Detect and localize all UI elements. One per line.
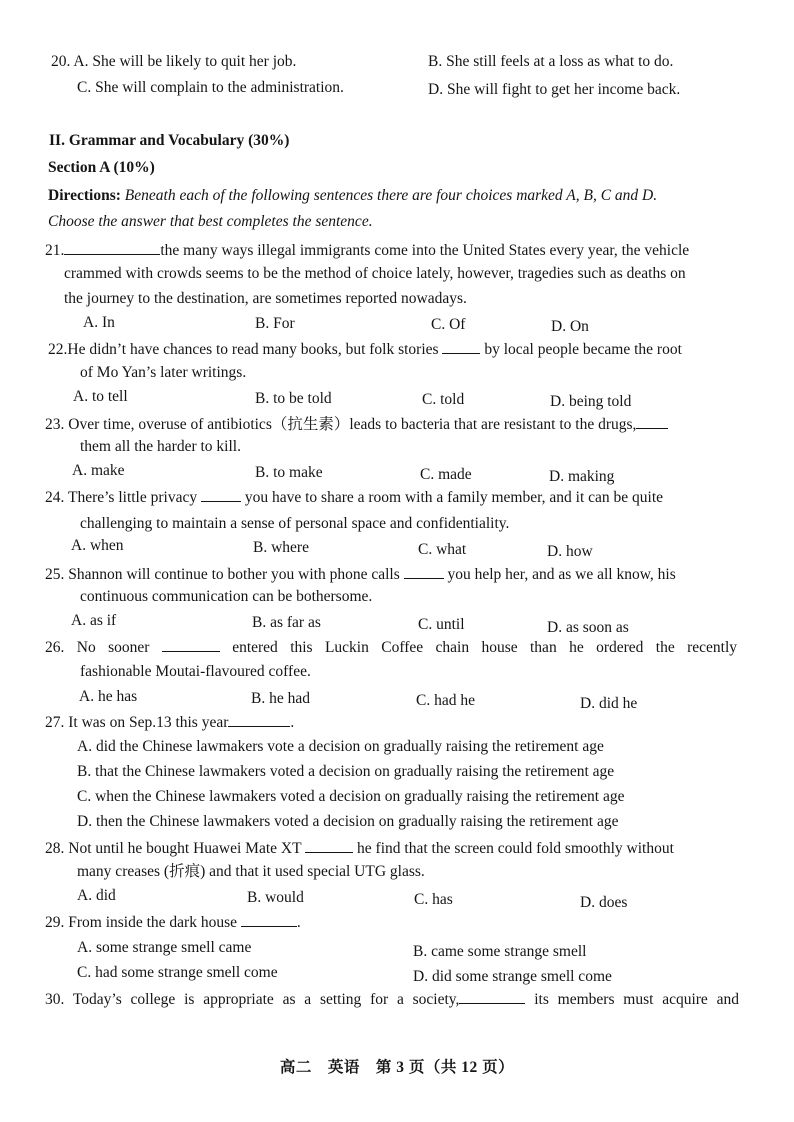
q30-text-1b: its members must acquire and — [534, 991, 739, 1008]
q24-blank — [201, 487, 241, 502]
q29-option-b: B. came some strange smell — [413, 943, 587, 960]
q21-option-d: D. On — [551, 318, 589, 335]
q22-blank — [442, 339, 480, 354]
q25-option-b: B. as far as — [252, 614, 321, 631]
q26-option-c: C. had he — [416, 692, 475, 709]
q22-line-1 — [48, 339, 682, 360]
q27-option-c: C. when the Chinese lawmakers voted a decision on gradually raising the retirement age — [77, 788, 625, 805]
q27-option-a: A. did the Chinese lawmakers vote a decision on gradually raising the retirement age — [77, 738, 604, 755]
q29-option-a: A. some strange smell came — [77, 939, 252, 956]
q25-blank — [404, 564, 444, 579]
q29-option-c: C. had some strange smell come — [77, 964, 278, 981]
q24-option-c: C. what — [418, 541, 467, 558]
q29-option-d: D. did some strange smell come — [413, 968, 612, 985]
q26-number: 26. — [45, 639, 65, 656]
q30-number: 30. — [45, 991, 65, 1008]
q24-number: 24. — [45, 489, 65, 506]
q24-line-1 — [45, 487, 663, 508]
q26-blank — [162, 637, 220, 652]
directions-line-1 — [48, 186, 738, 206]
q20-option-d: D. She will fight to get her income back. — [428, 81, 681, 98]
section-heading: II. Grammar and Vocabulary (30%) — [49, 132, 290, 149]
q26-option-b: B. he had — [251, 690, 310, 707]
q27-option-b: B. that the Chinese lawmakers voted a decision on gradually raising the retirement age — [77, 763, 615, 780]
directions-text: Beneath each of the following sentences there are four choices marked A, B, C and D. — [124, 187, 658, 204]
q25-text-1b: you help her, and as we all know, his — [447, 566, 676, 583]
q26-option-a: A. he has — [79, 688, 138, 705]
directions-label: Directions: — [48, 187, 121, 204]
q28-text-1b: he find that the screen could fold smoothly without — [357, 840, 674, 857]
q21-text-1: the many ways illegal immigrants come into the United States every year, the vehicle — [160, 242, 690, 259]
section-subheading: Section A (10%) — [48, 159, 155, 176]
q20-option-c: C. She will complain to the administration. — [77, 79, 344, 96]
q28-option-d: D. does — [580, 894, 628, 911]
q23-line-2: them all the harder to kill. — [80, 438, 241, 455]
q28-line-1 — [45, 838, 674, 859]
q21-number: 21. — [45, 242, 65, 259]
q21-line-1 — [45, 240, 738, 261]
q27-option-d: D. then the Chinese lawmakers voted a decision on gradually raising the retirement age — [77, 813, 619, 830]
q29-text-1: From inside the dark house — [68, 914, 238, 931]
q23-option-a: A. make — [72, 462, 125, 479]
q30-text-1a: Today’s college is appropriate as a setting for a society, — [72, 991, 460, 1008]
q23-number: 23. — [45, 416, 65, 433]
q25-option-a: A. as if — [71, 612, 117, 629]
q20-option-b: B. She still feels at a loss as what to do. — [428, 53, 674, 70]
q21-blank — [64, 240, 160, 255]
q22-text-1a: He didn’t have chances to read many books, but folk stories — [67, 341, 439, 358]
q21-line-2: crammed with crowds seems to be the method of choice lately, however, tragedies such as deaths on — [64, 265, 686, 282]
q21-option-c: C. Of — [431, 316, 466, 333]
q22-text-1b: by local people became the root — [484, 341, 682, 358]
q28-line-2: many creases (折痕) and that it used special UTG glass. — [77, 863, 425, 880]
q28-number: 28. — [45, 840, 65, 857]
q20-option-a: 20. A. She will be likely to quit her job. — [51, 53, 297, 70]
q25-text-1a: Shannon will continue to bother you with phone calls — [68, 566, 400, 583]
q23-option-b: B. to make — [255, 464, 323, 481]
q25-option-d: D. as soon as — [547, 619, 629, 636]
q26-option-d: D. did he — [580, 695, 638, 712]
q26-text-1a: No sooner — [76, 639, 150, 656]
q30-blank — [459, 989, 525, 1004]
q28-option-b: B. would — [247, 889, 304, 906]
q22-option-b: B. to be told — [255, 390, 332, 407]
q24-text-1a: There’s little privacy — [67, 489, 198, 506]
q23-blank — [636, 414, 668, 429]
q23-option-d: D. making — [549, 468, 615, 485]
page-footer: 高二 英语 第 3 页（共 12 页） — [279, 1059, 515, 1076]
q25-number: 25. — [45, 566, 65, 583]
q24-option-a: A. when — [71, 537, 124, 554]
q23-text-1: Over time, overuse of antibiotics（抗生素）leads to bacteria that are resistant to the drugs, — [68, 416, 637, 433]
q23-option-c: C. made — [420, 466, 472, 483]
q30-line-1 — [45, 989, 739, 1010]
q24-line-2: challenging to maintain a sense of personal space and confidentiality. — [80, 515, 510, 532]
q28-text-1a: Not until he bought Huawei Mate XT — [68, 840, 302, 857]
q25-line-2: continuous communication can be bothersome. — [80, 588, 373, 605]
q22-option-d: D. being told — [550, 393, 632, 410]
q29-blank — [241, 912, 297, 927]
q21-option-a: A. In — [83, 314, 115, 331]
q24-option-d: D. how — [547, 543, 593, 560]
q27-line-1: 27. It was on Sep.13 this year . — [45, 714, 295, 731]
q26-line-2: fashionable Moutai-flavoured coffee. — [80, 663, 311, 680]
q29-number: 29. — [45, 914, 65, 931]
q29-line-1: 29. From inside the dark house . — [45, 914, 301, 931]
q22-option-c: C. told — [422, 391, 465, 408]
q28-option-a: A. did — [77, 887, 116, 904]
q27-text-1: It was on Sep.13 this year — [68, 714, 229, 731]
q22-number: 22. — [48, 341, 68, 358]
directions-line-2: Choose the answer that best completes the sentence. — [48, 213, 373, 230]
q22-line-2: of Mo Yan’s later writings. — [80, 364, 247, 381]
q21-line-3: the journey to the destination, are sometimes reported nowadays. — [64, 290, 467, 307]
q26-text-1b: entered this Luckin Coffee chain house than he ordered the recently — [232, 639, 738, 656]
q25-line-1 — [45, 564, 676, 585]
q23-line-1 — [45, 414, 668, 435]
q27-blank — [228, 712, 290, 727]
q28-option-c: C. has — [414, 891, 453, 908]
q26-line-1 — [45, 637, 737, 658]
q24-text-1b: you have to share a room with a family member, and it can be quite — [244, 489, 664, 506]
q22-option-a: A. to tell — [73, 388, 128, 405]
q28-blank — [305, 838, 353, 853]
q24-option-b: B. where — [253, 539, 309, 556]
q27-number: 27. — [45, 714, 65, 731]
q21-option-b: B. For — [255, 315, 295, 332]
q25-option-c: C. until — [418, 616, 465, 633]
